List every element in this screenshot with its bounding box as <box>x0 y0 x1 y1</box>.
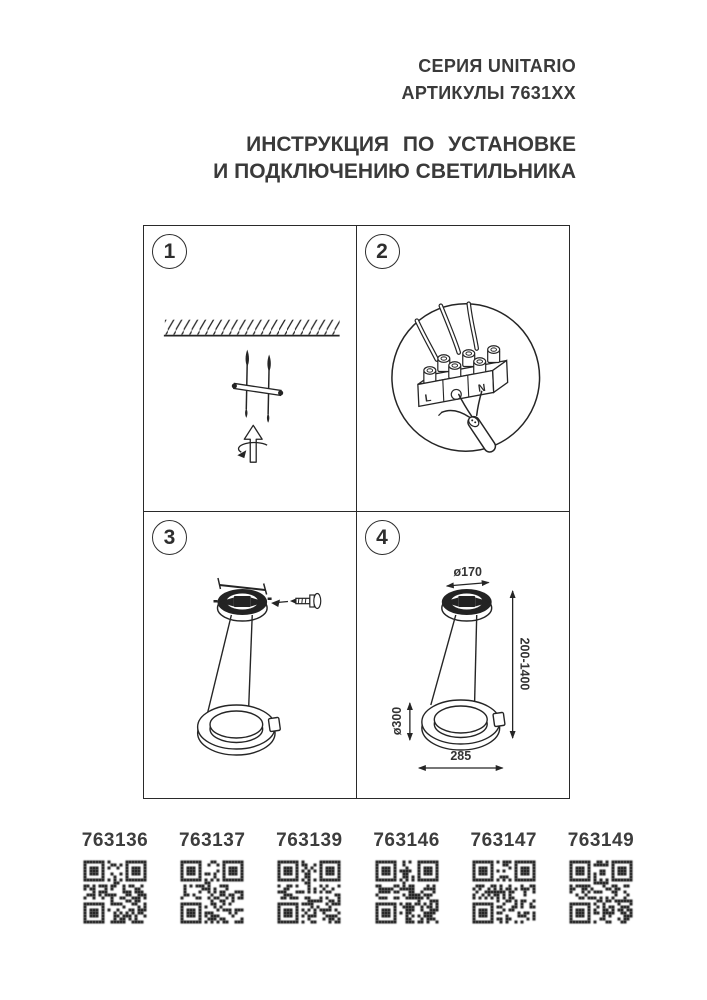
dimension-suspension-height: 200-1400 <box>517 637 532 691</box>
step-number-3: 3 <box>152 520 187 555</box>
article-number: 763147 <box>470 830 537 851</box>
step-panel-1 <box>144 226 357 512</box>
dimension-ring-height: ø300 <box>389 706 404 736</box>
instruction-grid <box>143 225 570 799</box>
step-panel-4 <box>357 512 570 798</box>
qr-code <box>374 859 440 925</box>
article-item <box>361 830 453 925</box>
rotate-arrow-icon <box>237 425 267 462</box>
dimension-ring-width: 285 <box>449 748 471 764</box>
articles-range: АРТИКУЛЫ 7631XX <box>401 83 576 103</box>
article-item <box>69 830 161 925</box>
qr-code <box>568 859 634 925</box>
step-number-4: 4 <box>365 520 400 555</box>
article-number: 763149 <box>567 830 635 851</box>
article-number: 763146 <box>373 830 440 851</box>
step-number-1: 1 <box>152 234 187 269</box>
step-panel-3 <box>144 512 357 798</box>
series-name: СЕРИЯ UNITARIO <box>418 56 576 76</box>
mounting-bracket <box>232 383 283 395</box>
ceiling-hatch <box>164 320 340 336</box>
terminal-label-live: L <box>423 392 432 405</box>
page-title-line2: И ПОДКЛЮЧЕНИЮ СВЕТИЛЬНИКА <box>213 160 576 183</box>
article-item <box>263 830 355 925</box>
fastening-screw <box>271 594 321 609</box>
canopy <box>214 589 272 621</box>
step-number-2: 2 <box>365 234 400 269</box>
step-panel-2 <box>357 226 570 512</box>
canopy <box>441 589 491 621</box>
step-4-illustration <box>357 512 570 798</box>
light-ring <box>198 705 281 755</box>
article-item <box>458 830 550 925</box>
step-2-illustration <box>357 226 570 511</box>
article-item <box>555 830 647 925</box>
qr-code <box>276 859 342 925</box>
qr-code <box>82 859 148 925</box>
page-title <box>213 131 576 185</box>
qr-code <box>179 859 245 925</box>
article-list <box>69 830 647 925</box>
document-header <box>402 56 576 104</box>
step-1-illustration <box>144 226 356 511</box>
light-ring <box>421 700 504 750</box>
page-title-line1: ИНСТРУКЦИЯ ПО УСТАНОВКЕ <box>246 133 576 156</box>
article-number: 763139 <box>276 830 343 851</box>
qr-code <box>471 859 537 925</box>
article-number: 763137 <box>178 830 246 851</box>
dimension-canopy-diameter: ø170 <box>453 564 482 580</box>
article-number: 763136 <box>81 830 149 851</box>
step-3-illustration <box>144 512 356 798</box>
article-item <box>166 830 258 925</box>
terminal-label-neutral: N <box>476 382 486 395</box>
